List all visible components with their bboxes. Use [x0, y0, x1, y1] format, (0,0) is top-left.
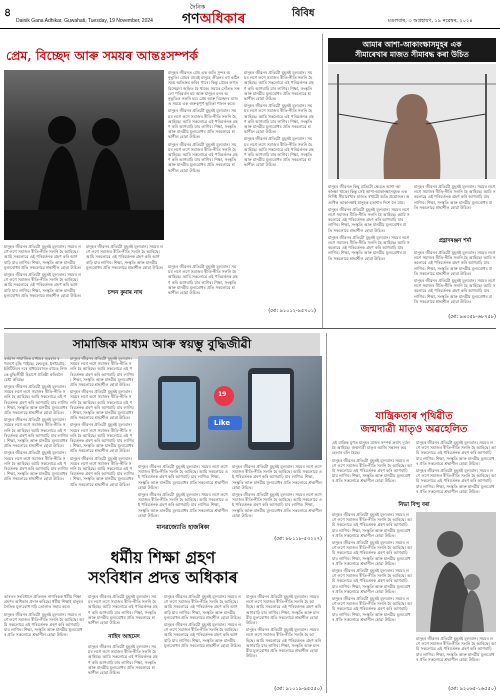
filler-paragraph: মানুহৰ জীৱনৰ প্ৰতিটো মুহূৰ্তই মূল্যবান। সময়ৰ লগে লগে সমাজৰ ৰীতি-নীতি সলনি হৈ আহিছে। আমি সকলোৱে এই পৰিৱৰ্তনক গ্ৰহণ কৰি আগবাঢ়ি যাব লাগিব। শিক্ষা, সংস্কৃতি আৰু মানৱীয় মূল্যবোধৰ প্ৰতি সকলোৱে শ্ৰদ্ধাশীল হোৱা উচিত। [138, 464, 228, 490]
article-mechanical-body-col3 [332, 512, 412, 688]
filler-paragraph: মানুহৰ জীৱনৰ প্ৰতিটো মুহূৰ্তই মূল্যবান। সময়ৰ লগে লগে সমাজৰ ৰীতি-নীতি সলনি হৈ আহিছে। আমি সকলোৱে এই পৰিৱৰ্তনক গ্ৰহণ কৰি আগবাঢ়ি যাব লাগিব। শিক্ষা, সংস্কৃতি আৰু মানৱীয় মূল্যবোধৰ প্ৰতি সকলোৱে শ্ৰদ্ধাশীল হোৱা উচিত। [86, 244, 164, 270]
filler-paragraph: মানুহৰ জীৱনৰ প্ৰতিটো মুহূৰ্তই মূল্যবান। সময়ৰ লগে লগে সমাজৰ ৰীতি-নীতি সলনি হৈ আহিছে। আমি সকলোৱে এই পৰিৱৰ্তনক গ্ৰহণ কৰি আগবাঢ়ি যাব লাগিব। শিক্ষা, সংস্কৃতি আৰু মানৱীয় মূল্যবোধৰ প্ৰতি সকলোৱে শ্ৰদ্ধাশীল হোৱা উচিত। [416, 468, 496, 494]
article-social-body: বৰ্তমান সামাজিক মাধ্যমৰ ব্যৱহাৰ বহুগুণে বৃদ্ধি পাইছে। ফেচবুক, ইনষ্টাগ্ৰাম, ইউটিউবৰ দৰে মাধ্যমবোৰত বহুতে নিজকে বুদ্ধিজীৱী হিচাপে প্ৰতিষ্ঠা কৰিবলৈ চেষ্টা কৰিছে। [4, 356, 67, 382]
article-love-body-col5 [168, 264, 240, 304]
article-mechanical-title-line1: যান্ত্ৰিকতাৰ পৃথিৱীত [375, 411, 453, 422]
article-love-body-col3 [4, 244, 82, 316]
article-religion-body-col5 [246, 594, 322, 678]
filler-paragraph: মানুহৰ জীৱনৰ প্ৰতিটো মুহূৰ্তই মূল্যবান। সময়ৰ লগে লগে সমাজৰ ৰীতি-নীতি সলনি হৈ আহিছে। আমি সকলোৱে এই পৰিৱৰ্তনক গ্ৰহণ কৰি আগবাঢ়ি যাব লাগিব। শিক্ষা, সংস্কৃতি আৰু মানৱীয় মূল্যবোধৰ প্ৰতি সকলোৱে শ্ৰদ্ধাশীল হোৱা উচিত। [332, 512, 412, 538]
column-divider [326, 333, 327, 693]
article-religion-body: ভাৰতৰ সংবিধানে প্ৰতিজন নাগৰিকক ধৰ্মীয় শিক্ষা গ্ৰহণৰ অধিকাৰ প্ৰদান কৰিছে। ধৰ্মীয় শিক্ষাই মানুহৰ নৈতিক মূল্যবোধ গঢ়ি তোলাত সহায় কৰে। [4, 594, 83, 610]
article-love-body-col4 [86, 244, 164, 288]
logo-main [182, 7, 245, 31]
article-religion-body-col4 [164, 594, 242, 694]
filler-paragraph: মানুহৰ জীৱনৰ প্ৰতিটো মুহূৰ্তই মূল্যবান। সময়ৰ লগে লগে সমাজৰ ৰীতি-নীতি সলনি হৈ আহিছে। আমি সকলোৱে এই পৰিৱৰ্তনক গ্ৰহণ কৰি আগবাঢ়ি যাব লাগিব। শিক্ষা, সংস্কৃতি আৰু মানৱীয় মূল্যবোধৰ প্ৰতি সকলোৱে শ্ৰদ্ধাশীল হোৱা উচিত। [246, 627, 321, 659]
article-religion-body-col3 [88, 644, 160, 694]
article-religion-title-line1: ধৰ্মীয় শিক্ষা গ্ৰহণ [110, 548, 216, 567]
filler-paragraph: মানুহৰ জীৱনৰ প্ৰতিটো মুহূৰ্তই মূল্যবান। সময়ৰ লগে লগে সমাজৰ ৰীতি-নীতি সলনি হৈ আহিছে। আমি সকলোৱে এই পৰিৱৰ্তনক গ্ৰহণ কৰি আগবাঢ়ি যাব লাগিব। শিক্ষা, সংস্কৃতি আৰু মানৱীয় মূল্যবোধৰ প্ৰতি সকলোৱে শ্ৰদ্ধাশীল হোৱা উচিত। [232, 464, 322, 490]
notification-count-badge: 19 [218, 391, 227, 398]
article-mechanical-body-col1 [332, 440, 412, 500]
filler-paragraph: মানুহৰ জীৱনৰ প্ৰতিটো মুহূৰ্তই মূল্যবান। সময়ৰ লগে লগে সমাজৰ ৰীতি-নীতি সলনি হৈ আহিছে। আমি সকলোৱে এই পৰিৱৰ্তনক গ্ৰহণ কৰি আগবাঢ়ি যাব লাগিব। শিক্ষা, সংস্কৃতি আৰু মানৱীয় মূল্যবোধৰ প্ৰতি সকলোৱে শ্ৰদ্ধাশীল হোৱা উচিত। [414, 278, 496, 304]
woman-with-rope-icon [328, 64, 496, 179]
article-religion-title [4, 548, 322, 588]
filler-paragraph: মানুহৰ জীৱনৰ প্ৰতিটো মুহূৰ্তই মূল্যবান। সময়ৰ লগে লগে সমাজৰ ৰীতি-নীতি সলনি হৈ আহিছে। আমি সকলোৱে এই পৰিৱৰ্তনক গ্ৰহণ কৰি আগবাঢ়ি যাব লাগিব। শিক্ষা, সংস্কৃতি আৰু মানৱীয় মূল্যবোধৰ প্ৰতি সকলোৱে শ্ৰদ্ধাশীল হোৱা উচিত। [232, 492, 322, 518]
article-aspiration-title-line1: আমাৰ আশা-আকাংক্ষাসমূহৰ এক [362, 40, 462, 49]
article-mechanical-title-line2: জন্মদাত্ৰী মাতৃও অৱহেলিত [360, 424, 468, 435]
article-social-byline: মানৱজ্যোতি হাজৰিকা [156, 524, 210, 531]
filler-paragraph: মানুহৰ জীৱনৰ প্ৰতিটো মুহূৰ্তই মূল্যবান। সময়ৰ লগে লগে সমাজৰ ৰীতি-নীতি সলনি হৈ আহিছে। আমি সকলোৱে এই পৰিৱৰ্তনক গ্ৰহণ কৰি আগবাঢ়ি যাব লাগিব। শিক্ষা, সংস্কৃতি আৰু মানৱীয় মূল্যবোধৰ প্ৰতি সকলোৱে শ্ৰদ্ধাশীল হোৱা উচিত। [244, 70, 314, 102]
article-aspiration-body-col1 [328, 184, 410, 324]
filler-paragraph: মানুহৰ জীৱনৰ প্ৰতিটো মুহূৰ্তই মূল্যবান। সময়ৰ লগে লগে সমাজৰ ৰীতি-নীতি সলনি হৈ আহিছে। আমি সকলোৱে এই পৰিৱৰ্তনক গ্ৰহণ কৰি আগবাঢ়ি যাব লাগিব। শিক্ষা, সংস্কৃতি আৰু মানৱীয় মূল্যবোধৰ প্ৰতি সকলোৱে শ্ৰদ্ধাশীল হোৱা উচিত। [168, 108, 238, 140]
couple-silhouette-icon [4, 70, 164, 240]
filler-paragraph: মানুহৰ জীৱনৰ প্ৰতিটো মুহূৰ্তই মূল্যবান। সময়ৰ লগে লগে সমাজৰ ৰীতি-নীতি সলনি হৈ আহিছে। আমি সকলোৱে এই পৰিৱৰ্তনক গ্ৰহণ কৰি আগবাঢ়ি যাব লাগিব। শিক্ষা, সংস্কৃতি আৰু মানৱীয় মূল্যবোধৰ প্ৰতি সকলোৱে শ্ৰদ্ধাশীল হোৱা উচিত। [138, 492, 228, 518]
article-love-body-col2 [244, 70, 316, 310]
date-assamese: মঙলবাৰ, ৩ অগ্ৰহায়ণ, ১৯ নৱেম্বৰ, ২০২৪ [388, 18, 473, 24]
article-love-phone: (মো: ৯১০১২-৯৫৭০১) [268, 308, 316, 314]
article-aspiration-body-col3 [414, 250, 496, 310]
article-mechanical-phone: (মো: ৯২০৬৫-১৬৫৫০) [448, 686, 496, 692]
article-religion-byline: নাহিদ আহমেদ [108, 634, 140, 640]
article-love-body: মানুহৰ জীৱনত প্ৰেম এক অতি সুন্দৰ অনুভূতি। প্ৰেমৰ বাবেই মানুহে জীৱনৰ বহু কঠিন সময় অতিক্ৰম কৰিব পাৰে। কিন্তু প্ৰেমৰ লগত বিচ্ছেদো জড়িত হৈ থাকে। সময়ৰ সোঁতত সকলো পৰিৱৰ্তন হয় আৰু মানুহৰ মনৰ অনুভূতিও সলনি হয়। প্ৰেম আৰু বিচ্ছেদৰ মাজত সময়ে এক গুৰুত্বপূৰ্ণ ভূমিকা পালন কৰে। [168, 70, 240, 107]
filler-paragraph: মানুহৰ জীৱনৰ প্ৰতিটো মুহূৰ্তই মূল্যবান। সময়ৰ লগে লগে সমাজৰ ৰীতি-নীতি সলনি হৈ আহিছে। আমি সকলোৱে এই পৰিৱৰ্তনক গ্ৰহণ কৰি আগবাঢ়ি যাব লাগিব। শিক্ষা, সংস্কৃতি আৰু মানৱীয় মূল্যবোধৰ প্ৰতি সকলোৱে শ্ৰদ্ধাশীল হোৱা উচিত। [244, 136, 314, 168]
filler-paragraph: মানুহৰ জীৱনৰ প্ৰতিটো মুহূৰ্তই মূল্যবান। সময়ৰ লগে লগে সমাজৰ ৰীতি-নীতি সলনি হৈ আহিছে। আমি সকলোৱে এই পৰিৱৰ্তনক গ্ৰহণ কৰি আগবাঢ়ি যাব লাগিব। শিক্ষা, সংস্কৃতি আৰু মানৱীয় মূল্যবোধৰ প্ৰতি সকলোৱে শ্ৰদ্ধাশীল হোৱা উচিত। [164, 622, 242, 648]
article-religion-title-line2: সংবিধান প্ৰদত্ত অধিকাৰ [88, 568, 238, 587]
filler-paragraph: মানুহৰ জীৱনৰ প্ৰতিটো মুহূৰ্তই মূল্যবান। সময়ৰ লগে লগে সমাজৰ ৰীতি-নীতি সলনি হৈ আহিছে। আমি সকলোৱে এই পৰিৱৰ্তনক গ্ৰহণ কৰি আগবাঢ়ি যাব লাগিব। শিক্ষা, সংস্কৃতি আৰু মানৱীয় মূল্যবোধৰ প্ৰতি সকলোৱে শ্ৰদ্ধাশীল হোৱা উচিত। [416, 636, 496, 662]
logo-main-a: গণ [182, 11, 200, 27]
article-social-body-col1 [4, 356, 68, 534]
article-mechanical-byline: নিভা বিন্দু বৰা [398, 502, 430, 508]
filler-paragraph: মানুহৰ জীৱনৰ প্ৰতিটো মুহূৰ্তই মূল্যবান। সময়ৰ লগে লগে সমাজৰ ৰীতি-নীতি সলনি হৈ আহিছে। আমি সকলোৱে এই পৰিৱৰ্তনক গ্ৰহণ কৰি আগবাঢ়ি যাব লাগিব। শিক্ষা, সংস্কৃতি আৰু মানৱীয় মূল্যবোধৰ প্ৰতি সকলোৱে শ্ৰদ্ধাশীল হোৱা উচিত। [4, 450, 68, 482]
article-love-photo [4, 70, 164, 240]
like-badge: Like [214, 419, 231, 427]
newspaper-logo [182, 2, 282, 27]
article-social-phone: (মো: ৮৮১১৮-৫৩২২৭) [274, 536, 322, 542]
filler-paragraph: মানুহৰ জীৱনৰ প্ৰতিটো মুহূৰ্তই মূল্যবান। সময়ৰ লগে লগে সমাজৰ ৰীতি-নীতি সলনি হৈ আহিছে। আমি সকলোৱে এই পৰিৱৰ্তনক গ্ৰহণ কৰি আগবাঢ়ি যাব লাগিব। শিক্ষা, সংস্কৃতি আৰু মানৱীয় মূল্যবোধৰ প্ৰতি সকলোৱে শ্ৰদ্ধাশীল হোৱা উচিত। [4, 272, 82, 298]
article-love-title: প্ৰেম, বিচ্ছেদ আৰু সময়ৰ আন্তঃসম্পৰ্ক [6, 48, 198, 63]
article-social-body-col2 [70, 356, 134, 534]
article-love-byline: চন্দন কুমাৰ নাথ [107, 290, 143, 296]
filler-paragraph: মানুহৰ জীৱনৰ প্ৰতিটো মুহূৰ্তই মূল্যবান। সময়ৰ লগে লগে সমাজৰ ৰীতি-নীতি সলনি হৈ আহিছে। আমি সকলোৱে এই পৰিৱৰ্তনক গ্ৰহণ কৰি আগবাঢ়ি যাব লাগিব। শিক্ষা, সংস্কৃতি আৰু মানৱীয় মূল্যবোধৰ প্ৰতি সকলোৱে শ্ৰদ্ধাশীল হোৱা উচিত। [168, 264, 238, 296]
section-divider [4, 328, 496, 329]
article-aspiration-body-col2 [414, 184, 496, 224]
filler-paragraph: মানুহৰ জীৱনৰ প্ৰতিটো মুহূৰ্তই মূল্যবান। সময়ৰ লগে লগে সমাজৰ ৰীতি-নীতি সলনি হৈ আহিছে। আমি সকলোৱে এই পৰিৱৰ্তনক গ্ৰহণ কৰি আগবাঢ়ি যাব লাগিব। শিক্ষা, সংস্কৃতি আৰু মানৱীয় মূল্যবোধৰ প্ৰতি সকলোৱে শ্ৰদ্ধাশীল হোৱা উচিত। [4, 611, 84, 638]
filler-paragraph: মানুহৰ জীৱনৰ প্ৰতিটো মুহূৰ্তই মূল্যবান। সময়ৰ লগে লগে সমাজৰ ৰীতি-নীতি সলনি হৈ আহিছে। আমি সকলোৱে এই পৰিৱৰ্তনক গ্ৰহণ কৰি আগবাঢ়ি যাব লাগিব। শিক্ষা, সংস্কৃতি আৰু মানৱীয় মূল্যবোধৰ প্ৰতি সকলোৱে শ্ৰদ্ধাশীল হোৱা উচিত। [70, 422, 134, 454]
page-number: ৪ [4, 6, 12, 19]
phones-icon [138, 356, 322, 460]
filler-paragraph: মানুহৰ জীৱনৰ প্ৰতিটো মুহূৰ্তই মূল্যবান। সময়ৰ লগে লগে সমাজৰ ৰীতি-নীতি সলনি হৈ আহিছে। আমি সকলোৱে এই পৰিৱৰ্তনক গ্ৰহণ কৰি আগবাঢ়ি যাব লাগিব। শিক্ষা, সংস্কৃতি আৰু মানৱীয় মূল্যবোধৰ প্ৰতি সকলোৱে শ্ৰদ্ধাশীল হোৱা উচিত। [244, 103, 314, 135]
filler-paragraph: মানুহৰ জীৱনৰ প্ৰতিটো মুহূৰ্তই মূল্যবান। সময়ৰ লগে লগে সমাজৰ ৰীতি-নীতি সলনি হৈ আহিছে। আমি সকলোৱে এই পৰিৱৰ্তনক গ্ৰহণ কৰি আগবাঢ়ি যাব লাগিব। শিক্ষা, সংস্কৃতি আৰু মানৱীয় মূল্যবোধৰ প্ৰতি সকলোৱে শ্ৰদ্ধাশীল হোৱা উচিত। [332, 457, 412, 484]
logo-main-b: অধিকাৰ [199, 11, 246, 27]
filler-paragraph: মানুহৰ জীৱনৰ প্ৰতিটো মুহূৰ্তই মূল্যবান। সময়ৰ লগে লগে সমাজৰ ৰীতি-নীতি সলনি হৈ আহিছে। আমি সকলোৱে এই পৰিৱৰ্তনক গ্ৰহণ কৰি আগবাঢ়ি যাব লাগিব। শিক্ষা, সংস্কৃতি আৰু মানৱীয় মূল্যবোধৰ প্ৰতি সকলোৱে শ্ৰদ্ধাশীল হোৱা উচিত। [332, 540, 412, 566]
filler-paragraph: মানুহৰ জীৱনৰ প্ৰতিটো মুহূৰ্তই মূল্যবান। সময়ৰ লগে লগে সমাজৰ ৰীতি-নীতি সলনি হৈ আহিছে। আমি সকলোৱে এই পৰিৱৰ্তনক গ্ৰহণ কৰি আগবাঢ়ি যাব লাগিব। শিক্ষা, সংস্কৃতি আৰু মানৱীয় মূল্যবোধৰ প্ৰতি সকলোৱে শ্ৰদ্ধাশীল হোৱা উচিত। [70, 389, 134, 421]
filler-paragraph: মানুহৰ জীৱনৰ প্ৰতিটো মুহূৰ্তই মূল্যবান। সময়ৰ লগে লগে সমাজৰ ৰীতি-নীতি সলনি হৈ আহিছে। আমি সকলোৱে এই পৰিৱৰ্তনক গ্ৰহণ কৰি আগবাঢ়ি যাব লাগিব। শিক্ষা, সংস্কৃতি আৰু মানৱীয় মূল্যবোধৰ প্ৰতি সকলোৱে শ্ৰদ্ধাশীল হোৱা উচিত। [88, 644, 158, 676]
filler-paragraph: মানুহৰ জীৱনৰ প্ৰতিটো মুহূৰ্তই মূল্যবান। সময়ৰ লগে লগে সমাজৰ ৰীতি-নীতি সলনি হৈ আহিছে। আমি সকলোৱে এই পৰিৱৰ্তনক গ্ৰহণ কৰি আগবাঢ়ি যাব লাগিব। শিক্ষা, সংস্কৃতি আৰু মানৱীয় মূল্যবোধৰ প্ৰতি সকলোৱে শ্ৰদ্ধাশীল হোৱা উচিত। [328, 206, 410, 233]
article-aspiration-title-line2: সীমাৰেখাৰ মাজত সীমাবদ্ধ কৰা উচিত [355, 50, 469, 59]
filler-paragraph: মানুহৰ জীৱনৰ প্ৰতিটো মুহূৰ্তই মূল্যবান। সময়ৰ লগে লগে সমাজৰ ৰীতি-নীতি সলনি হৈ আহিছে। আমি সকলোৱে এই পৰিৱৰ্তনক গ্ৰহণ কৰি আগবাঢ়ি যাব লাগিব। শিক্ষা, সংস্কৃতি আৰু মানৱীয় মূল্যবোধৰ প্ৰতি সকলোৱে শ্ৰদ্ধাশীল হোৱা উচিত। [164, 594, 242, 620]
article-mechanical-photo [416, 512, 496, 632]
article-love-body-col1 [168, 70, 240, 260]
article-aspiration-phone: (মো: ৯৪৩৫৮-৬৮৭৫৮) [448, 314, 496, 320]
filler-paragraph: মানুহৰ জীৱনৰ প্ৰতিটো মুহূৰ্তই মূল্যবান। সময়ৰ লগে লগে সমাজৰ ৰীতি-নীতি সলনি হৈ আহিছে। আমি সকলোৱে এই পৰিৱৰ্তনক গ্ৰহণ কৰি আগবাঢ়ি যাব লাগিব। শিক্ষা, সংস্কৃতি আৰু মানৱীয় মূল্যবোধৰ প্ৰতি সকলোৱে শ্ৰদ্ধাশীল হোৱা উচিত। [328, 234, 410, 261]
article-mechanical-title [332, 410, 496, 436]
filler-paragraph: মানুহৰ জীৱনৰ প্ৰতিটো মুহূৰ্তই মূল্যবান। সময়ৰ লগে লগে সমাজৰ ৰীতি-নীতি সলনি হৈ আহিছে। আমি সকলোৱে এই পৰিৱৰ্তনক গ্ৰহণ কৰি আগবাঢ়ি যাব লাগিব। শিক্ষা, সংস্কৃতি আৰু মানৱীয় মূল্যবোধৰ প্ৰতি সকলোৱে শ্ৰদ্ধাশীল হোৱা উচিত। [168, 141, 238, 173]
article-religion-phone: (মো: ৯১০১৯-৯৫৫৫০) [274, 686, 322, 692]
filler-paragraph: মানুহৰ জীৱনৰ প্ৰতিটো মুহূৰ্তই মূল্যবান। সময়ৰ লগে লগে সমাজৰ ৰীতি-নীতি সলনি হৈ আহিছে। আমি সকলোৱে এই পৰিৱৰ্তনক গ্ৰহণ কৰি আগবাঢ়ি যাব লাগিব। শিক্ষা, সংস্কৃতি আৰু মানৱীয় মূল্যবোধৰ প্ৰতি সকলোৱে শ্ৰদ্ধাশীল হোৱা উচিত। [4, 384, 68, 416]
filler-paragraph: মানুহৰ জীৱনৰ প্ৰতিটো মুহূৰ্তই মূল্যবান। সময়ৰ লগে লগে সমাজৰ ৰীতি-নীতি সলনি হৈ আহিছে। আমি সকলোৱে এই পৰিৱৰ্তনক গ্ৰহণ কৰি আগবাঢ়ি যাব লাগিব। শিক্ষা, সংস্কৃতি আৰু মানৱীয় মূল্যবোধৰ প্ৰতি সকলোৱে শ্ৰদ্ধাশীল হোৱা উচিত। [70, 455, 134, 487]
article-religion-body-col2 [88, 594, 160, 632]
logo-small-text: দৈনিক [190, 4, 206, 11]
column-divider [322, 34, 323, 329]
article-social-title: সামাজিক মাধ্যম আৰু স্বয়ম্ভু বুদ্ধিজীৱী [4, 333, 320, 359]
filler-paragraph: মানুহৰ জীৱনৰ প্ৰতিটো মুহূৰ্তই মূল্যবান। সময়ৰ লগে লগে সমাজৰ ৰীতি-নীতি সলনি হৈ আহিছে। আমি সকলোৱে এই পৰিৱৰ্তনক গ্ৰহণ কৰি আগবাঢ়ি যাব লাগিব। শিক্ষা, সংস্কৃতি আৰু মানৱীয় মূল্যবোধৰ প্ৰতি সকলোৱে শ্ৰদ্ধাশীল হোৱা উচিত। [414, 184, 496, 210]
article-aspiration-body: মানুহৰ জীৱনত কিছু প্ৰতিটো ক্ষেত্ৰত আশা-আকাংক্ষা থাকে। কিন্তু সেই আশা-আকাংক্ষাসমূহক এক নিৰ্দিষ্ট সীমাৰেখাৰ মাজত ৰখাটো অতি প্ৰয়োজন। অত্যধিক আকাংক্ষাই মানুহক হতাশাৰ দিশে লৈ যায়। [328, 184, 410, 205]
article-mechanical-body-col4 [416, 636, 496, 680]
article-aspiration-title [328, 38, 496, 62]
article-aspiration-photo [328, 64, 496, 179]
filler-paragraph: মানুহৰ জীৱনৰ প্ৰতিটো মুহূৰ্তই মূল্যবান। সময়ৰ লগে লগে সমাজৰ ৰীতি-নীতি সলনি হৈ আহিছে। আমি সকলোৱে এই পৰিৱৰ্তনক গ্ৰহণ কৰি আগবাঢ়ি যাব লাগিব। শিক্ষা, সংস্কৃতি আৰু মানৱীয় মূল্যবোধৰ প্ৰতি সকলোৱে শ্ৰদ্ধাশীল হোৱা উচিত। [70, 356, 134, 388]
filler-paragraph: মানুহৰ জীৱনৰ প্ৰতিটো মুহূৰ্তই মূল্যবান। সময়ৰ লগে লগে সমাজৰ ৰীতি-নীতি সলনি হৈ আহিছে। আমি সকলোৱে এই পৰিৱৰ্তনক গ্ৰহণ কৰি আগবাঢ়ি যাব লাগিব। শিক্ষা, সংস্কৃতি আৰু মানৱীয় মূল্যবোধৰ প্ৰতি সকলোৱে শ্ৰদ্ধাশীল হোৱা উচিত। [332, 568, 412, 594]
article-aspiration-byline: প্ৰহ্লাদৰঞ্জন শৰ্মা [438, 238, 472, 244]
filler-paragraph: মানুহৰ জীৱনৰ প্ৰতিটো মুহূৰ্তই মূল্যবান। সময়ৰ লগে লগে সমাজৰ ৰীতি-নীতি সলনি হৈ আহিছে। আমি সকলোৱে এই পৰিৱৰ্তনক গ্ৰহণ কৰি আগবাঢ়ি যাব লাগিব। শিক্ষা, সংস্কৃতি আৰু মানৱীয় মূল্যবোধৰ প্ৰতি সকলোৱে শ্ৰদ্ধাশীল হোৱা উচিত। [332, 596, 412, 622]
article-social-body-col4 [232, 464, 322, 534]
dateline: Dainik Gana Adhikar, Guwahati, Tuesday, 19 November, 2024 [16, 18, 153, 24]
filler-paragraph: মানুহৰ জীৱনৰ প্ৰতিটো মুহূৰ্তই মূল্যবান। সময়ৰ লগে লগে সমাজৰ ৰীতি-নীতি সলনি হৈ আহিছে। আমি সকলোৱে এই পৰিৱৰ্তনক গ্ৰহণ কৰি আগবাঢ়ি যাব লাগিব। শিক্ষা, সংস্কৃতি আৰু মানৱীয় মূল্যবোধৰ প্ৰতি সকলোৱে শ্ৰদ্ধাশীল হোৱা উচিত। [246, 594, 321, 626]
filler-paragraph: মানুহৰ জীৱনৰ প্ৰতিটো মুহূৰ্তই মূল্যবান। সময়ৰ লগে লগে সমাজৰ ৰীতি-নীতি সলনি হৈ আহিছে। আমি সকলোৱে এই পৰিৱৰ্তনক গ্ৰহণ কৰি আগবাঢ়ি যাব লাগিব। শিক্ষা, সংস্কৃতি আৰু মানৱীয় মূল্যবোধৰ প্ৰতি সকলোৱে শ্ৰদ্ধাশীল হোৱা উচিত। [4, 417, 68, 449]
article-social-photo [138, 356, 322, 460]
article-social-body-col3 [138, 464, 228, 518]
filler-paragraph: মানুহৰ জীৱনৰ প্ৰতিটো মুহূৰ্তই মূল্যবান। সময়ৰ লগে লগে সমাজৰ ৰীতি-নীতি সলনি হৈ আহিছে। আমি সকলোৱে এই পৰিৱৰ্তনক গ্ৰহণ কৰি আগবাঢ়ি যাব লাগিব। শিক্ষা, সংস্কৃতি আৰু মানৱীয় মূল্যবোধৰ প্ৰতি সকলোৱে শ্ৰদ্ধাশীল হোৱা উচিত। [4, 244, 82, 270]
mother-child-icon [416, 512, 496, 632]
article-mechanical-body-col2 [416, 440, 496, 500]
article-religion-body-col1 [4, 594, 84, 694]
article-mechanical-body: এই যান্ত্ৰিক যুগত মানুহৰ মাজৰ সম্পৰ্ক ক্ৰমাৎ দুৰ্বল হৈ আহিছে। জন্মদাত্ৰী মাতৃও আজি সন্তানৰ অৱহেলাৰ বলি হৈছে। [332, 440, 410, 456]
filler-paragraph: মানুহৰ জীৱনৰ প্ৰতিটো মুহূৰ্তই মূল্যবান। সময়ৰ লগে লগে সমাজৰ ৰীতি-নীতি সলনি হৈ আহিছে। আমি সকলোৱে এই পৰিৱৰ্তনক গ্ৰহণ কৰি আগবাঢ়ি যাব লাগিব। শিক্ষা, সংস্কৃতি আৰু মানৱীয় মূল্যবোধৰ প্ৰতি সকলোৱে শ্ৰদ্ধাশীল হোৱা উচিত। [414, 250, 496, 276]
filler-paragraph: মানুহৰ জীৱনৰ প্ৰতিটো মুহূৰ্তই মূল্যবান। সময়ৰ লগে লগে সমাজৰ ৰীতি-নীতি সলনি হৈ আহিছে। আমি সকলোৱে এই পৰিৱৰ্তনক গ্ৰহণ কৰি আগবাঢ়ি যাব লাগিব। শিক্ষা, সংস্কৃতি আৰু মানৱীয় মূল্যবোধৰ প্ৰতি সকলোৱে শ্ৰদ্ধাশীল হোৱা উচিত। [88, 594, 158, 626]
filler-paragraph: মানুহৰ জীৱনৰ প্ৰতিটো মুহূৰ্তই মূল্যবান। সময়ৰ লগে লগে সমাজৰ ৰীতি-নীতি সলনি হৈ আহিছে। আমি সকলোৱে এই পৰিৱৰ্তনক গ্ৰহণ কৰি আগবাঢ়ি যাব লাগিব। শিক্ষা, সংস্কৃতি আৰু মানৱীয় মূল্যবোধৰ প্ৰতি সকলোৱে শ্ৰদ্ধাশীল হোৱা উচিত। [416, 440, 496, 466]
section-name: বিবিধ [292, 8, 315, 19]
